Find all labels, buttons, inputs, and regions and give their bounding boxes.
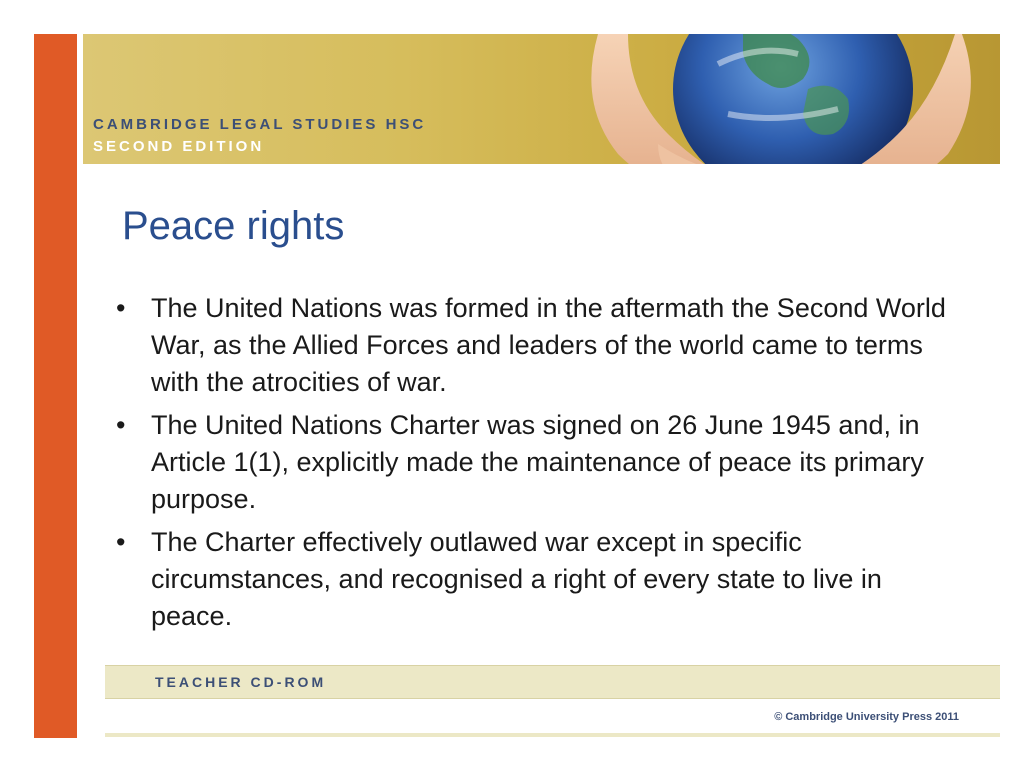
list-item — [108, 290, 958, 401]
header-banner — [83, 34, 1000, 164]
slide-title: Peace rights — [122, 204, 345, 248]
list-item — [108, 407, 958, 518]
footer-band — [105, 665, 1000, 699]
edition-label: SECOND EDITION — [93, 138, 265, 155]
bullet-icon: • — [116, 293, 126, 323]
footer-label: TEACHER CD-ROM — [155, 674, 327, 690]
bullet-list — [108, 290, 958, 641]
globe-in-hands-icon — [538, 34, 1000, 164]
list-item — [108, 524, 958, 635]
copyright-notice: © Cambridge University Press 2011 — [774, 711, 959, 723]
bullet-text: The United Nations Charter was signed on 26 June 1945 and, in Article 1(1), explicitly made the maintenance of peace its primary purpose. — [151, 410, 924, 514]
series-title: CAMBRIDGE LEGAL STUDIES HSC — [93, 116, 427, 133]
bottom-divider — [105, 733, 1000, 737]
bullet-text: The United Nations was formed in the aftermath the Second World War, as the Allied Forces and leaders of the world came to terms with the atrocities of war. — [151, 293, 946, 397]
bullet-icon: • — [116, 410, 126, 440]
bullet-text: The Charter effectively outlawed war except in specific circumstances, and recognised a right of every state to live in peace. — [151, 527, 882, 631]
orange-side-bar — [34, 34, 77, 738]
bullet-icon: • — [116, 527, 126, 557]
